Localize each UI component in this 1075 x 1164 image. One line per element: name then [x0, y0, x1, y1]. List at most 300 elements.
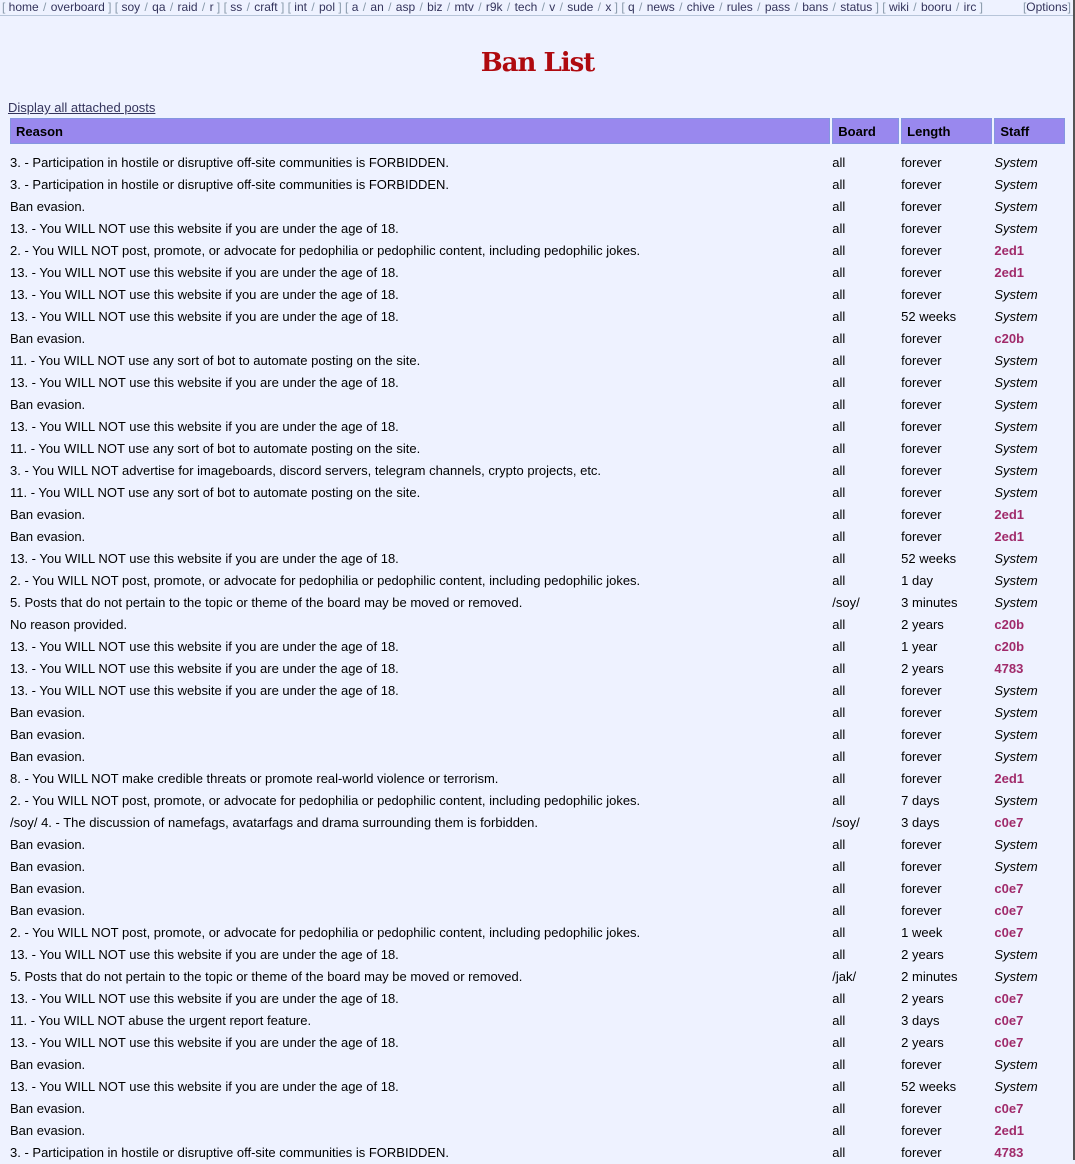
staff-cell: 2ed1 — [994, 506, 1025, 522]
table-row — [10, 284, 1065, 304]
reason-cell: 11. - You WILL NOT use any sort of bot to automate posting on the site. — [10, 484, 421, 500]
nav-bracket-open: [ — [284, 0, 295, 14]
length-cell: 1 week — [901, 924, 943, 940]
board-cell: all — [832, 902, 846, 918]
board-cell: all — [832, 704, 846, 720]
nav-link-qa[interactable]: qa — [152, 0, 166, 14]
length-cell: 2 years — [901, 1034, 944, 1050]
length-cell: forever — [901, 506, 942, 522]
length-cell: 2 minutes — [901, 968, 958, 984]
staff-cell: c20b — [994, 638, 1025, 654]
length-cell: forever — [901, 220, 942, 236]
staff-cell: System — [994, 726, 1038, 742]
board-cell: all — [832, 198, 846, 214]
table-row — [10, 592, 1065, 612]
board-cell: all — [832, 396, 846, 412]
nav-link-sude[interactable]: sude — [567, 0, 594, 14]
reason-cell: 3. - Participation in hostile or disruptive off-site communities is FORBIDDEN. — [10, 1144, 450, 1160]
table-row — [10, 262, 1065, 282]
length-cell: forever — [901, 704, 942, 720]
table-row — [10, 350, 1065, 370]
table-row — [10, 658, 1065, 678]
board-cell: all — [832, 462, 846, 478]
length-cell: forever — [901, 682, 942, 698]
board-cell: all — [832, 1034, 846, 1050]
options-link[interactable]: Options — [1026, 0, 1068, 14]
nav-link-v[interactable]: v — [549, 0, 556, 14]
staff-cell: c0e7 — [994, 990, 1024, 1006]
length-cell: forever — [901, 858, 942, 874]
table-row — [10, 1054, 1065, 1074]
nav-separator: / — [675, 0, 686, 14]
nav-link-x[interactable]: x — [605, 0, 612, 14]
table-row — [10, 680, 1065, 700]
staff-cell: System — [994, 748, 1038, 764]
staff-cell: System — [994, 308, 1038, 324]
staff-cell: System — [994, 374, 1038, 390]
board-cell: all — [832, 418, 846, 434]
nav-link-wiki[interactable]: wiki — [888, 0, 909, 14]
reason-cell: 13. - You WILL NOT use this website if you are under the age of 18. — [10, 990, 399, 1006]
board-cell: all — [832, 220, 846, 236]
nav-separator: / — [39, 0, 50, 14]
length-cell: forever — [901, 748, 942, 764]
nav-separator: / — [474, 0, 485, 14]
reason-cell: Ban evasion. — [10, 902, 86, 918]
nav-bracket-close: ] — [976, 0, 984, 14]
length-cell: 52 weeks — [901, 1078, 957, 1094]
reason-cell: 11. - You WILL NOT use any sort of bot to automate posting on the site. — [10, 352, 421, 368]
length-cell: forever — [901, 770, 942, 786]
reason-cell: 2. - You WILL NOT post, promote, or advocate for pedophilia or pedophilic content, including pedophilic jokes. — [10, 242, 641, 258]
nav-link-overboard[interactable]: overboard — [50, 0, 105, 14]
staff-cell: System — [994, 440, 1038, 456]
staff-cell: System — [994, 594, 1038, 610]
length-cell: forever — [901, 1100, 942, 1116]
ban-list-table — [8, 116, 1067, 1164]
nav-separator: / — [635, 0, 646, 14]
reason-cell: 13. - You WILL NOT use this website if you are under the age of 18. — [10, 550, 399, 566]
nav-separator: / — [384, 0, 395, 14]
reason-cell: 13. - You WILL NOT use this website if you are under the age of 18. — [10, 308, 399, 324]
staff-cell: System — [994, 968, 1038, 984]
length-cell: 2 years — [901, 616, 944, 632]
length-cell: 52 weeks — [901, 550, 957, 566]
options-container: [Options] — [1022, 0, 1071, 14]
table-row — [10, 1142, 1065, 1162]
length-cell: forever — [901, 264, 942, 280]
length-cell: forever — [901, 462, 942, 478]
nav-bracket-close: ] — [104, 0, 112, 14]
length-cell: 7 days — [901, 792, 940, 808]
nav-separator: / — [594, 0, 605, 14]
length-cell: forever — [901, 352, 942, 368]
reason-cell: 5. Posts that do not pertain to the topic or theme of the board may be moved or removed. — [10, 968, 523, 984]
reason-cell: 3. - Participation in hostile or disruptive off-site communities is FORBIDDEN. — [10, 154, 450, 170]
board-cell: all — [832, 1122, 846, 1138]
staff-cell: System — [994, 176, 1038, 192]
nav-link-raid[interactable]: raid — [177, 0, 198, 14]
table-row — [10, 482, 1065, 502]
ban-list-rows — [10, 146, 1065, 1162]
staff-cell: c20b — [994, 330, 1025, 346]
length-cell: forever — [901, 418, 942, 434]
board-cell: all — [832, 264, 846, 280]
table-header-row — [10, 118, 1065, 144]
table-row — [10, 394, 1065, 414]
staff-cell: c0e7 — [994, 902, 1024, 918]
board-cell: all — [832, 616, 846, 632]
nav-separator: / — [538, 0, 549, 14]
staff-cell: c20b — [994, 616, 1025, 632]
nav-bracket-open: [ — [2, 0, 9, 14]
nav-separator: / — [715, 0, 726, 14]
reason-cell: 5. Posts that do not pertain to the topic or theme of the board may be moved or removed. — [10, 594, 523, 610]
board-cell: /soy/ — [832, 814, 860, 830]
reason-cell: 13. - You WILL NOT use this website if you are under the age of 18. — [10, 1078, 399, 1094]
table-row — [10, 614, 1065, 634]
length-cell: forever — [901, 1144, 942, 1160]
nav-separator: / — [359, 0, 370, 14]
reason-cell: Ban evasion. — [10, 726, 86, 742]
table-row — [10, 460, 1065, 480]
staff-cell: c0e7 — [994, 1012, 1024, 1028]
board-cell: all — [832, 506, 846, 522]
staff-cell: 2ed1 — [994, 1122, 1025, 1138]
nav-bracket-close: ] — [872, 0, 879, 14]
table-row — [10, 768, 1065, 788]
staff-cell: System — [994, 154, 1038, 170]
table-row — [10, 790, 1065, 810]
table-row — [10, 1032, 1065, 1052]
staff-cell: System — [994, 682, 1038, 698]
board-cell: all — [832, 1144, 846, 1160]
reason-cell: Ban evasion. — [10, 1056, 86, 1072]
staff-cell: 2ed1 — [994, 770, 1025, 786]
table-row — [10, 988, 1065, 1008]
board-cell: all — [832, 242, 846, 258]
reason-cell: 13. - You WILL NOT use this website if you are under the age of 18. — [10, 946, 399, 962]
nav-link-asp[interactable]: asp — [395, 0, 416, 14]
staff-cell: System — [994, 858, 1038, 874]
nav-link-chive[interactable]: chive — [686, 0, 715, 14]
table-row — [10, 526, 1065, 546]
staff-cell: System — [994, 1078, 1038, 1094]
reason-cell: 8. - You WILL NOT make credible threats or promote real-world violence or terrorism. — [10, 770, 499, 786]
reason-cell: 13. - You WILL NOT use this website if you are under the age of 18. — [10, 374, 399, 390]
nav-separator: / — [307, 0, 318, 14]
board-cell: all — [832, 484, 846, 500]
nav-link-tech[interactable]: tech — [514, 0, 538, 14]
board-cell: all — [832, 374, 846, 390]
table-row — [10, 328, 1065, 348]
nav-separator: / — [952, 0, 963, 14]
board-cell: all — [832, 154, 846, 170]
length-cell: forever — [901, 880, 942, 896]
staff-cell: System — [994, 198, 1038, 214]
table-row — [10, 746, 1065, 766]
table-row — [10, 548, 1065, 568]
reason-cell: /soy/ 4. - The discussion of namefags, avatarfags and drama surrounding them is forbidden. — [10, 814, 538, 830]
nav-separator: / — [829, 0, 840, 14]
table-row — [10, 306, 1065, 326]
staff-cell: System — [994, 836, 1038, 852]
reason-cell: 2. - You WILL NOT post, promote, or advocate for pedophilia or pedophilic content, including pedophilic jokes. — [10, 572, 641, 588]
nav-link-q[interactable]: q — [628, 0, 635, 14]
staff-cell: c0e7 — [994, 880, 1024, 896]
board-cell: all — [832, 572, 846, 588]
nav-separator: / — [503, 0, 514, 14]
reason-cell: Ban evasion. — [10, 858, 86, 874]
reason-cell: Ban evasion. — [10, 880, 86, 896]
staff-cell: System — [994, 572, 1038, 588]
board-cell: all — [832, 682, 846, 698]
nav-link-rules[interactable]: rules — [726, 0, 753, 14]
staff-cell: 2ed1 — [994, 528, 1025, 544]
nav-bracket-close: ] — [213, 0, 221, 14]
length-cell: forever — [901, 396, 942, 412]
reason-cell: 13. - You WILL NOT use this website if you are under the age of 18. — [10, 418, 399, 434]
table-row — [10, 900, 1065, 920]
table-row — [10, 636, 1065, 656]
reason-cell: 13. - You WILL NOT use this website if you are under the age of 18. — [10, 1034, 399, 1050]
table-spacer-row — [10, 146, 1065, 150]
length-cell: 3 days — [901, 1012, 940, 1028]
reason-cell: Ban evasion. — [10, 198, 86, 214]
nav-separator: / — [416, 0, 427, 14]
board-cell: all — [832, 1012, 846, 1028]
header-reason[interactable]: Reason — [10, 118, 830, 144]
nav-separator: / — [909, 0, 920, 14]
board-cell: all — [832, 990, 846, 1006]
length-cell: 1 day — [901, 572, 933, 588]
table-row — [10, 438, 1065, 458]
board-cell: all — [832, 836, 846, 852]
nav-link-mtv[interactable]: mtv — [454, 0, 474, 14]
board-cell: all — [832, 924, 846, 940]
board-cell: all — [832, 308, 846, 324]
board-cell: all — [832, 330, 846, 346]
board-cell: all — [832, 528, 846, 544]
header-length[interactable]: Length — [901, 118, 992, 144]
table-row — [10, 834, 1065, 854]
table-row — [10, 966, 1065, 986]
nav-bracket-open: [ — [878, 0, 889, 14]
reason-cell: Ban evasion. — [10, 748, 86, 764]
board-cell: all — [832, 660, 846, 676]
display-attached-posts-link[interactable]: Display all attached posts — [8, 100, 156, 115]
nav-link-ss[interactable]: ss — [230, 0, 243, 14]
table-row — [10, 1098, 1065, 1118]
reason-cell: 2. - You WILL NOT post, promote, or advocate for pedophilia or pedophilic content, including pedophilic jokes. — [10, 792, 641, 808]
length-cell: forever — [901, 836, 942, 852]
length-cell: forever — [901, 726, 942, 742]
nav-link-pol[interactable]: pol — [319, 0, 336, 14]
length-cell: forever — [901, 198, 942, 214]
reason-cell: 11. - You WILL NOT use any sort of bot to automate posting on the site. — [10, 440, 421, 456]
staff-cell: System — [994, 1056, 1038, 1072]
nav-link-news[interactable]: news — [646, 0, 675, 14]
page-title: Ban List — [480, 48, 595, 78]
nav-separator: / — [166, 0, 177, 14]
board-cell: all — [832, 638, 846, 654]
staff-cell: System — [994, 462, 1038, 478]
board-cell: all — [832, 726, 846, 742]
nav-bracket-open: [ — [618, 0, 629, 14]
table-row — [10, 152, 1065, 172]
table-row — [10, 1010, 1065, 1030]
nav-link-an[interactable]: an — [370, 0, 384, 14]
length-cell: forever — [901, 242, 942, 258]
table-row — [10, 702, 1065, 722]
reason-cell: Ban evasion. — [10, 836, 86, 852]
reason-cell: 13. - You WILL NOT use this website if you are under the age of 18. — [10, 638, 399, 654]
board-cell: all — [832, 176, 846, 192]
reason-cell: 13. - You WILL NOT use this website if you are under the age of 18. — [10, 264, 399, 280]
staff-cell: System — [994, 352, 1038, 368]
table-row — [10, 724, 1065, 744]
reason-cell: 3. - Participation in hostile or disruptive off-site communities is FORBIDDEN. — [10, 176, 450, 192]
board-link-groups — [2, 0, 983, 14]
nav-link-irc[interactable]: irc — [963, 0, 977, 14]
nav-link-craft[interactable]: craft — [254, 0, 278, 14]
staff-cell: System — [994, 792, 1038, 808]
table-row — [10, 174, 1065, 194]
length-cell: forever — [901, 374, 942, 390]
board-cell: all — [832, 792, 846, 808]
spacer-cell — [10, 146, 1065, 150]
reason-cell: Ban evasion. — [10, 704, 86, 720]
length-cell: forever — [901, 440, 942, 456]
board-cell: all — [832, 286, 846, 302]
reason-cell: 13. - You WILL NOT use this website if you are under the age of 18. — [10, 286, 399, 302]
length-cell: 1 year — [901, 638, 938, 654]
nav-bracket-open: [ — [220, 0, 231, 14]
nav-separator: / — [443, 0, 454, 14]
nav-link-r[interactable]: r — [209, 0, 214, 14]
length-cell: 3 minutes — [901, 594, 958, 610]
board-cell: all — [832, 880, 846, 896]
board-cell: all — [832, 1078, 846, 1094]
header-board[interactable]: Board — [832, 118, 899, 144]
board-cell: /jak/ — [832, 968, 857, 984]
nav-link-booru[interactable]: booru — [920, 0, 952, 14]
board-cell: all — [832, 352, 846, 368]
nav-separator: / — [141, 0, 152, 14]
reason-cell: 13. - You WILL NOT use this website if you are under the age of 18. — [10, 682, 399, 698]
length-cell: forever — [901, 286, 942, 302]
staff-cell: System — [994, 484, 1038, 500]
reason-cell: 13. - You WILL NOT use this website if you are under the age of 18. — [10, 220, 399, 236]
reason-cell: Ban evasion. — [10, 1122, 86, 1138]
reason-cell: Ban evasion. — [10, 528, 86, 544]
nav-bracket-open: [ — [111, 0, 122, 14]
table-row — [10, 196, 1065, 216]
reason-cell: Ban evasion. — [10, 330, 86, 346]
header-staff[interactable]: Staff — [994, 118, 1065, 144]
nav-link-r9k[interactable]: r9k — [485, 0, 503, 14]
table-row — [10, 878, 1065, 898]
length-cell: forever — [901, 330, 942, 346]
reason-cell: 13. - You WILL NOT use this website if you are under the age of 18. — [10, 660, 399, 676]
nav-link-int[interactable]: int — [294, 0, 307, 14]
nav-link-pass[interactable]: pass — [764, 0, 791, 14]
table-row — [10, 1120, 1065, 1140]
staff-cell: 4783 — [994, 1144, 1024, 1160]
reason-cell: No reason provided. — [10, 616, 128, 632]
reason-cell: 3. - You WILL NOT advertise for imageboards, discord servers, telegram channels, crypto projects, etc. — [10, 462, 602, 478]
table-row — [10, 416, 1065, 436]
nav-bracket-open: [ — [341, 0, 352, 14]
reason-cell: Ban evasion. — [10, 506, 86, 522]
length-cell: 3 days — [901, 814, 940, 830]
board-cell: /soy/ — [832, 594, 860, 610]
staff-cell: 2ed1 — [994, 264, 1025, 280]
nav-link-a[interactable]: a — [351, 0, 359, 14]
board-cell: all — [832, 858, 846, 874]
reason-cell: 2. - You WILL NOT post, promote, or advocate for pedophilia or pedophilic content, including pedophilic jokes. — [10, 924, 641, 940]
table-row — [10, 570, 1065, 590]
nav-link-status[interactable]: status — [840, 0, 873, 14]
nav-link-biz[interactable]: biz — [427, 0, 443, 14]
table-row — [10, 1076, 1065, 1096]
staff-cell: System — [994, 550, 1038, 566]
table-row — [10, 856, 1065, 876]
board-cell: all — [832, 1056, 846, 1072]
board-cell: all — [832, 440, 846, 456]
board-cell: all — [832, 1100, 846, 1116]
nav-link-soy[interactable]: soy — [121, 0, 141, 14]
reason-cell: 11. - You WILL NOT abuse the urgent report feature. — [10, 1012, 312, 1028]
staff-cell: System — [994, 220, 1038, 236]
length-cell: forever — [901, 1122, 942, 1138]
staff-cell: c0e7 — [994, 1100, 1024, 1116]
nav-separator: / — [243, 0, 254, 14]
nav-separator: / — [753, 0, 764, 14]
board-cell: all — [832, 748, 846, 764]
table-row — [10, 944, 1065, 964]
reason-cell: Ban evasion. — [10, 1100, 86, 1116]
nav-link-bans[interactable]: bans — [802, 0, 829, 14]
table-row — [10, 240, 1065, 260]
staff-cell: System — [994, 418, 1038, 434]
staff-cell: 2ed1 — [994, 242, 1025, 258]
board-cell: all — [832, 946, 846, 962]
table-row — [10, 218, 1065, 238]
length-cell: forever — [901, 176, 942, 192]
length-cell: 2 years — [901, 990, 944, 1006]
nav-link-home[interactable]: home — [8, 0, 39, 14]
length-cell: forever — [901, 1056, 942, 1072]
board-cell: all — [832, 770, 846, 786]
nav-separator: / — [791, 0, 802, 14]
table-row — [10, 372, 1065, 392]
board-cell: all — [832, 550, 846, 566]
staff-cell: System — [994, 396, 1038, 412]
nav-separator: / — [556, 0, 567, 14]
length-cell: 2 years — [901, 946, 944, 962]
table-row — [10, 812, 1065, 832]
nav-bracket-close: ] — [611, 0, 618, 14]
table-row — [10, 504, 1065, 524]
staff-cell: System — [994, 704, 1038, 720]
staff-cell: System — [994, 286, 1038, 302]
length-cell: forever — [901, 484, 942, 500]
nav-bracket-close: ] — [277, 0, 285, 14]
table-row — [10, 922, 1065, 942]
length-cell: forever — [901, 154, 942, 170]
staff-cell: 4783 — [994, 660, 1024, 676]
